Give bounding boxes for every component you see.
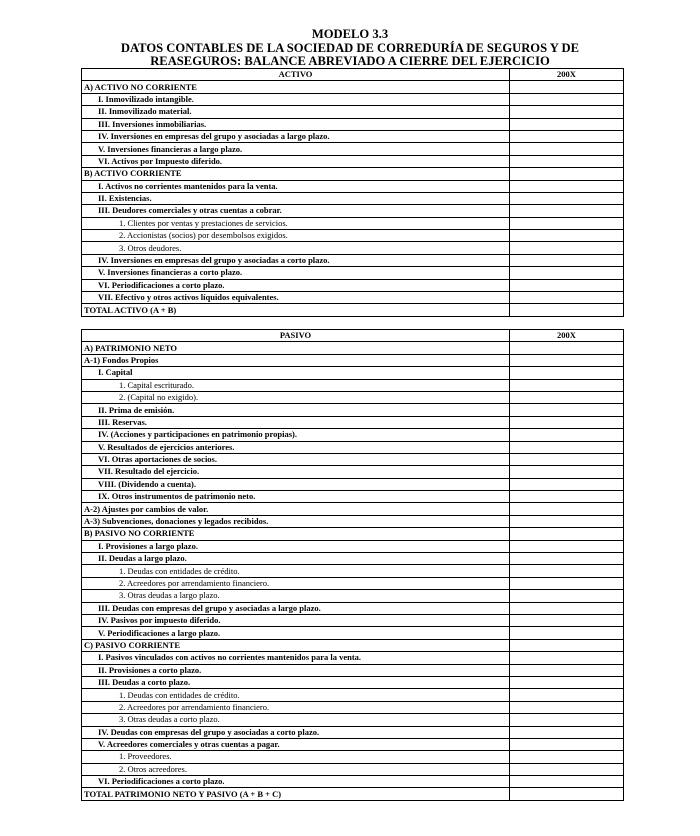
- activo-row-value: [510, 192, 624, 204]
- pasivo-row: [82, 676, 624, 688]
- pasivo-row-label: VI. Periodificaciones a corto plazo.: [82, 776, 510, 788]
- activo-row-label: III. Inversiones inmobiliarias.: [82, 118, 510, 130]
- pasivo-row: [82, 590, 624, 602]
- pasivo-row: [82, 577, 624, 589]
- activo-row-label: I. Activos no corrientes mantenidos para la venta.: [82, 180, 510, 192]
- activo-row: [82, 81, 624, 93]
- activo-row: [82, 242, 624, 254]
- pasivo-row-value: [510, 453, 624, 465]
- pasivo-row-label: VII. Resultado del ejercicio.: [82, 466, 510, 478]
- pasivo-row-value: [510, 503, 624, 515]
- activo-row: [82, 304, 624, 316]
- pasivo-row-value: [510, 689, 624, 701]
- activo-row: [82, 155, 624, 167]
- pasivo-row: [82, 689, 624, 701]
- pasivo-row: [82, 726, 624, 738]
- pasivo-row: [82, 453, 624, 465]
- activo-row: [82, 93, 624, 105]
- activo-row-value: [510, 106, 624, 118]
- document-title-line-2: REASEGUROS: BALANCE ABREVIADO A CIERRE DEL EJERCICIO: [150, 54, 550, 68]
- pasivo-row-label: VI. Otras aportaciones de socios.: [82, 453, 510, 465]
- pasivo-row-label: 2. (Capital no exigido).: [82, 391, 510, 403]
- activo-row-label: A) ACTIVO NO CORRIENTE: [82, 81, 510, 93]
- pasivo-row-label: B) PASIVO NO CORRIENTE: [82, 528, 510, 540]
- activo-row-value: [510, 180, 624, 192]
- activo-row: [82, 130, 624, 142]
- pasivo-row-label: 3. Otras deudas a largo plazo.: [82, 590, 510, 602]
- pasivo-row: [82, 354, 624, 366]
- pasivo-row: [82, 652, 624, 664]
- pasivo-row-label: V. Resultados de ejercicios anteriores.: [82, 441, 510, 453]
- activo-row: [82, 192, 624, 204]
- pasivo-row: [82, 379, 624, 391]
- pasivo-row: [82, 528, 624, 540]
- pasivo-row: [82, 540, 624, 552]
- pasivo-row-label: VIII. (Dividendo a cuenta).: [82, 478, 510, 490]
- activo-row-value: [510, 267, 624, 279]
- activo-row-label: V. Inversiones financieras a corto plazo.: [82, 267, 510, 279]
- pasivo-row-value: [510, 478, 624, 490]
- activo-row-label: III. Deudores comerciales y otras cuentas a cobrar.: [82, 205, 510, 217]
- pasivo-row: [82, 776, 624, 788]
- pasivo-row-value: [510, 466, 624, 478]
- pasivo-row-value: [510, 379, 624, 391]
- pasivo-row: [82, 478, 624, 490]
- activo-row-label: VI. Periodificaciones a corto plazo.: [82, 279, 510, 291]
- pasivo-row: [82, 565, 624, 577]
- pasivo-row-value: [510, 416, 624, 428]
- pasivo-header-row: [82, 330, 624, 342]
- activo-row-value: [510, 230, 624, 242]
- pasivo-row-label: III. Deudas con empresas del grupo y asociadas a largo plazo.: [82, 602, 510, 614]
- pasivo-row-value: [510, 639, 624, 651]
- pasivo-row-label: A-1) Fondos Propios: [82, 354, 510, 366]
- activo-header-row: [82, 69, 624, 81]
- activo-row: [82, 118, 624, 130]
- activo-row: [82, 106, 624, 118]
- activo-row-value: [510, 254, 624, 266]
- pasivo-row-value: [510, 441, 624, 453]
- model-number: MODELO 3.3: [311, 27, 389, 41]
- pasivo-row: [82, 342, 624, 354]
- activo-row-value: [510, 242, 624, 254]
- pasivo-row: [82, 441, 624, 453]
- pasivo-row-value: [510, 738, 624, 750]
- pasivo-row-value: [510, 614, 624, 626]
- pasivo-row-label: II. Prima de emisión.: [82, 404, 510, 416]
- pasivo-row-value: [510, 342, 624, 354]
- pasivo-row-label: V. Periodificaciones a largo plazo.: [82, 627, 510, 639]
- pasivo-row: [82, 627, 624, 639]
- pasivo-row-label: 1. Deudas con entidades de crédito.: [82, 565, 510, 577]
- activo-row-label: II. Existencias.: [82, 192, 510, 204]
- pasivo-row: [82, 466, 624, 478]
- pasivo-row-value: [510, 391, 624, 403]
- pasivo-row-label: IX. Otros instrumentos de patrimonio neto.: [82, 491, 510, 503]
- pasivo-row-value: [510, 565, 624, 577]
- pasivo-row-label: IV. Pasivos por impuesto diferido.: [82, 614, 510, 626]
- pasivo-row-value: [510, 354, 624, 366]
- pasivo-row-value: [510, 627, 624, 639]
- pasivo-row-label: 1. Proveedores.: [82, 751, 510, 763]
- activo-row-label: IV. Inversiones en empresas del grupo y asociadas a largo plazo.: [82, 130, 510, 142]
- pasivo-row-label: 2. Otros acreedores.: [82, 763, 510, 775]
- activo-row-label: B) ACTIVO CORRIENTE: [82, 168, 510, 180]
- pasivo-row: [82, 664, 624, 676]
- pasivo-row: [82, 404, 624, 416]
- pasivo-row-label: IV. (Acciones y participaciones en patrimonio propias).: [82, 429, 510, 441]
- pasivo-row-value: [510, 577, 624, 589]
- pasivo-row: [82, 751, 624, 763]
- pasivo-row: [82, 788, 624, 800]
- pasivo-row-value: [510, 763, 624, 775]
- pasivo-row-value: [510, 652, 624, 664]
- pasivo-table: [81, 329, 624, 801]
- activo-row-value: [510, 205, 624, 217]
- pasivo-row: [82, 367, 624, 379]
- activo-row-value: [510, 143, 624, 155]
- activo-row-value: [510, 217, 624, 229]
- activo-row-value: [510, 279, 624, 291]
- activo-row-label: VI. Activos por Impuesto diferido.: [82, 155, 510, 167]
- activo-row-label: 2. Accionistas (socios) por desembolsos exigidos.: [82, 230, 510, 242]
- pasivo-row-label: I. Provisiones a largo plazo.: [82, 540, 510, 552]
- activo-body: [82, 81, 624, 316]
- activo-header: ACTIVO: [82, 69, 510, 81]
- pasivo-row: [82, 416, 624, 428]
- pasivo-row-value: [510, 726, 624, 738]
- pasivo-row-label: II. Provisiones a corto plazo.: [82, 664, 510, 676]
- activo-row: [82, 279, 624, 291]
- pasivo-row: [82, 714, 624, 726]
- activo-row-label: 3. Otros deudores.: [82, 242, 510, 254]
- pasivo-row: [82, 429, 624, 441]
- pasivo-row: [82, 553, 624, 565]
- pasivo-row-label: 2. Acreedores por arrendamiento financiero.: [82, 577, 510, 589]
- pasivo-row-label: A-2) Ajustes por cambios de valor.: [82, 503, 510, 515]
- pasivo-row-value: [510, 553, 624, 565]
- pasivo-row: [82, 391, 624, 403]
- pasivo-year-header: 200X: [510, 330, 624, 342]
- activo-row: [82, 205, 624, 217]
- pasivo-row-value: [510, 751, 624, 763]
- pasivo-row-value: [510, 515, 624, 527]
- activo-row-label: IV. Inversiones en empresas del grupo y asociadas a corto plazo.: [82, 254, 510, 266]
- pasivo-row-value: [510, 367, 624, 379]
- pasivo-row-value: [510, 590, 624, 602]
- pasivo-row-label: TOTAL PATRIMONIO NETO Y PASIVO (A + B + C): [82, 788, 510, 800]
- activo-row-value: [510, 130, 624, 142]
- pasivo-row-label: III. Deudas a corto plazo.: [82, 676, 510, 688]
- pasivo-row: [82, 602, 624, 614]
- pasivo-row-value: [510, 528, 624, 540]
- pasivo-row-label: II. Deudas a largo plazo.: [82, 553, 510, 565]
- pasivo-row-label: I. Capital: [82, 367, 510, 379]
- pasivo-row: [82, 503, 624, 515]
- pasivo-row-value: [510, 664, 624, 676]
- pasivo-header: PASIVO: [82, 330, 510, 342]
- pasivo-row: [82, 701, 624, 713]
- activo-row: [82, 292, 624, 304]
- activo-row: [82, 180, 624, 192]
- pasivo-row-label: 1. Capital escriturado.: [82, 379, 510, 391]
- pasivo-row: [82, 491, 624, 503]
- activo-year-header: 200X: [510, 69, 624, 81]
- activo-row-value: [510, 93, 624, 105]
- pasivo-row-label: 2. Acreedores por arrendamiento financiero.: [82, 701, 510, 713]
- pasivo-row-value: [510, 776, 624, 788]
- activo-row: [82, 143, 624, 155]
- document-title-line-1: DATOS CONTABLES DE LA SOCIEDAD DE CORREDURÍA DE SEGUROS Y DE: [120, 41, 580, 55]
- activo-row-value: [510, 292, 624, 304]
- pasivo-row-label: 3. Otras deudas a corto plazo.: [82, 714, 510, 726]
- activo-row-value: [510, 304, 624, 316]
- pasivo-body: [82, 342, 624, 800]
- pasivo-row-label: A-3) Subvenciones, donaciones y legados recibidos.: [82, 515, 510, 527]
- activo-row-label: I. Inmovilizado intangible.: [82, 93, 510, 105]
- activo-table: [81, 68, 624, 317]
- activo-row-value: [510, 118, 624, 130]
- pasivo-row-value: [510, 491, 624, 503]
- pasivo-row-value: [510, 404, 624, 416]
- activo-row: [82, 217, 624, 229]
- activo-row: [82, 254, 624, 266]
- pasivo-row: [82, 639, 624, 651]
- activo-row-label: 1. Clientes por ventas y prestaciones de servicios.: [82, 217, 510, 229]
- pasivo-row-value: [510, 714, 624, 726]
- pasivo-row-value: [510, 701, 624, 713]
- activo-row-value: [510, 81, 624, 93]
- pasivo-row-label: IV. Deudas con empresas del grupo y asociadas a corto plazo.: [82, 726, 510, 738]
- activo-row: [82, 267, 624, 279]
- pasivo-row-label: 1. Deudas con entidades de crédito.: [82, 689, 510, 701]
- pasivo-row-value: [510, 540, 624, 552]
- pasivo-row: [82, 738, 624, 750]
- activo-row-label: V. Inversiones financieras a largo plazo.: [82, 143, 510, 155]
- pasivo-row-value: [510, 676, 624, 688]
- activo-row-label: VII. Efectivo y otros activos líquidos equivalentes.: [82, 292, 510, 304]
- activo-row: [82, 230, 624, 242]
- pasivo-row-label: III. Reservas.: [82, 416, 510, 428]
- pasivo-row-value: [510, 602, 624, 614]
- activo-row-label: TOTAL ACTIVO (A + B): [82, 304, 510, 316]
- pasivo-row-value: [510, 788, 624, 800]
- pasivo-row-label: I. Pasivos vinculados con activos no corrientes mantenidos para la venta.: [82, 652, 510, 664]
- activo-row: [82, 168, 624, 180]
- pasivo-row-label: A) PATRIMONIO NETO: [82, 342, 510, 354]
- pasivo-row-label: V. Acreedores comerciales y otras cuentas a pagar.: [82, 738, 510, 750]
- pasivo-row: [82, 515, 624, 527]
- activo-row-value: [510, 155, 624, 167]
- activo-row-value: [510, 168, 624, 180]
- pasivo-row: [82, 763, 624, 775]
- activo-row-label: II. Inmovilizado material.: [82, 106, 510, 118]
- pasivo-row-value: [510, 429, 624, 441]
- pasivo-row: [82, 614, 624, 626]
- pasivo-row-label: C) PASIVO CORRIENTE: [82, 639, 510, 651]
